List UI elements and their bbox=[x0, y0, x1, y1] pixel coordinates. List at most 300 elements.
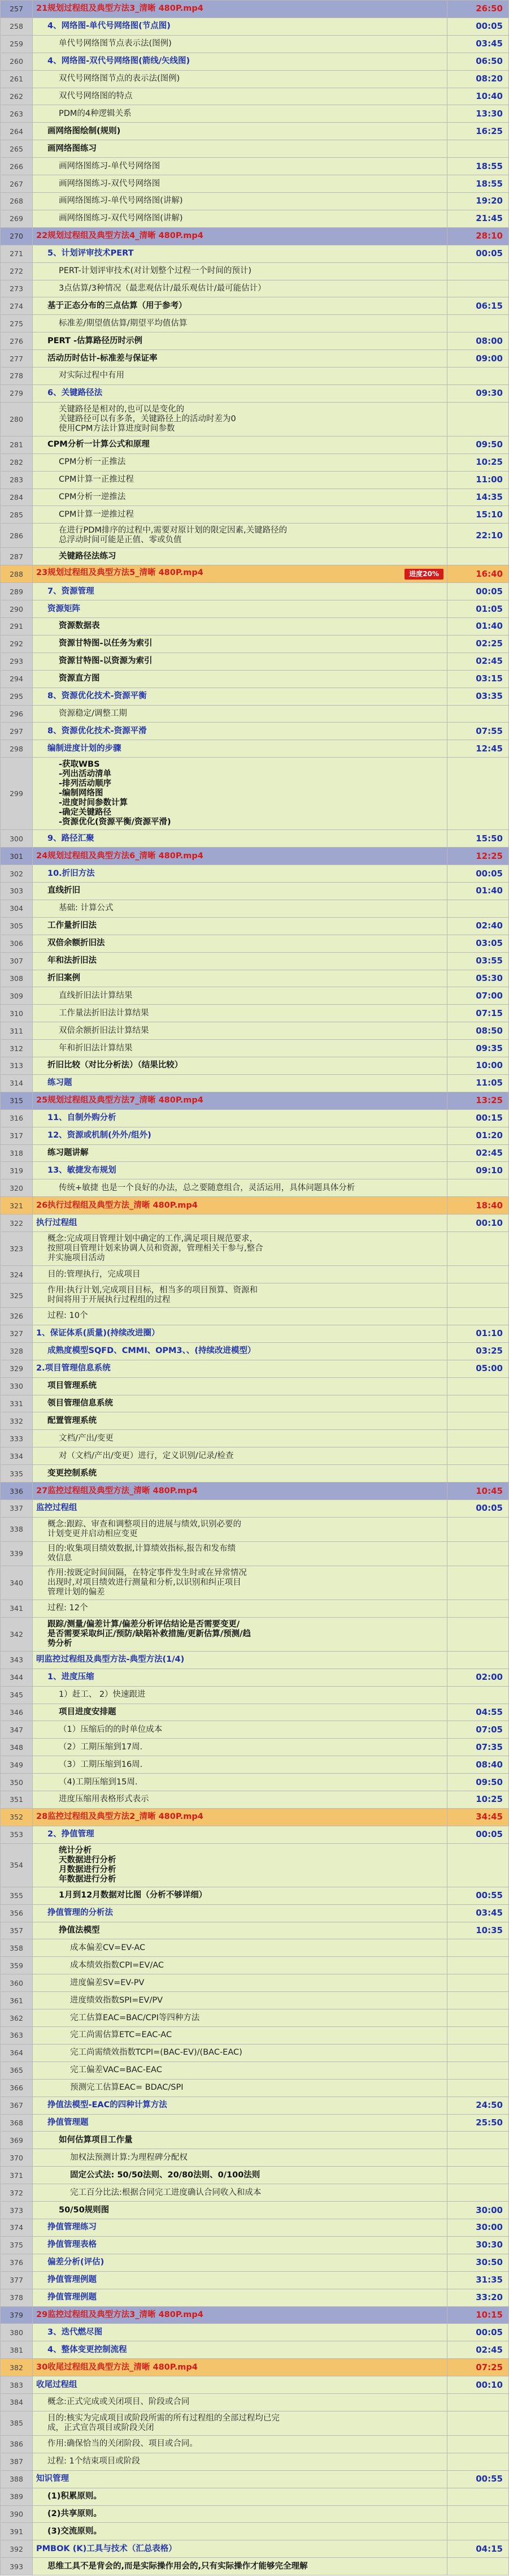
outline-text-cell bbox=[33, 245, 447, 262]
outline-row[interactable] bbox=[1, 210, 509, 227]
timestamp: 02:40 bbox=[447, 917, 509, 935]
timestamp bbox=[447, 2505, 509, 2523]
outline-row[interactable] bbox=[1, 2558, 509, 2575]
topic-text: 挣值管理的分析法 bbox=[47, 1908, 113, 1918]
timestamp bbox=[447, 1266, 509, 1283]
outline-row[interactable] bbox=[1, 830, 509, 848]
timestamp: 02:45 bbox=[447, 652, 509, 670]
outline-row[interactable] bbox=[1, 2254, 509, 2271]
timestamp: 01:10 bbox=[447, 1325, 509, 1342]
topic-text: （4)工期压缩到15周. bbox=[59, 1777, 138, 1787]
outline-row[interactable] bbox=[1, 88, 509, 105]
topic-text: 1、进度压缩 bbox=[47, 1672, 94, 1682]
outline-row[interactable] bbox=[1, 1686, 509, 1704]
topic-text: 资源数据表 bbox=[59, 621, 100, 631]
outline-text-cell bbox=[33, 2271, 447, 2289]
timestamp: 30:50 bbox=[447, 2254, 509, 2271]
timestamp: 10:45 bbox=[447, 1483, 509, 1500]
timestamp bbox=[447, 2184, 509, 2202]
topic-text: -获取WBS -列出活动清单 -排列活动顺序 -编制网络图 -进度时间参数计算 -确定关键路径 -资源优化(资源平衡/资源平滑) bbox=[59, 760, 171, 827]
video-section-row[interactable] bbox=[1, 227, 509, 245]
outline-text-cell bbox=[33, 402, 447, 436]
outline-row[interactable] bbox=[1, 548, 509, 565]
outline-row[interactable] bbox=[1, 2411, 509, 2435]
topic-text: 画网络图练习 bbox=[47, 144, 97, 153]
topic-text: 配置管理系统 bbox=[47, 1416, 97, 1425]
timestamp bbox=[447, 1541, 509, 1566]
row-number: 307 bbox=[1, 952, 33, 970]
outline-text-cell bbox=[33, 2394, 447, 2411]
outline-row[interactable] bbox=[1, 471, 509, 489]
outline-row[interactable] bbox=[1, 670, 509, 688]
row-number: 304 bbox=[1, 900, 33, 917]
outline-text-cell bbox=[33, 2219, 447, 2236]
timestamp bbox=[447, 1412, 509, 1430]
timestamp bbox=[447, 2488, 509, 2505]
timestamp: 28:10 bbox=[447, 227, 509, 245]
outline-row[interactable] bbox=[1, 53, 509, 70]
outline-row[interactable] bbox=[1, 2114, 509, 2132]
timestamp: 04:15 bbox=[447, 2540, 509, 2558]
outline-row[interactable] bbox=[1, 600, 509, 618]
timestamp: 06:50 bbox=[447, 53, 509, 70]
outline-row[interactable] bbox=[1, 2289, 509, 2306]
row-number: 280 bbox=[1, 402, 33, 436]
timestamp: 08:40 bbox=[447, 1756, 509, 1774]
video-section-row[interactable] bbox=[1, 1092, 509, 1109]
timestamp: 04:55 bbox=[447, 1704, 509, 1721]
outline-text-cell bbox=[33, 1499, 447, 1517]
outline-row[interactable] bbox=[1, 280, 509, 297]
outline-text-cell bbox=[33, 1360, 447, 1377]
outline-text-cell bbox=[33, 1974, 447, 1992]
outline-row[interactable] bbox=[1, 1517, 509, 1541]
timestamp bbox=[447, 705, 509, 723]
timestamp: 07:00 bbox=[447, 987, 509, 1005]
topic-text: 进度压缩用表格形式表示 bbox=[59, 1795, 149, 1804]
outline-row[interactable] bbox=[1, 1395, 509, 1412]
video-title: 21规划过程组及典型方法3_清晰 480P.mp4 bbox=[36, 4, 203, 14]
outline-row[interactable] bbox=[1, 987, 509, 1005]
outline-row[interactable] bbox=[1, 2540, 509, 2558]
video-section-row[interactable] bbox=[1, 2306, 509, 2324]
row-number: 273 bbox=[1, 280, 33, 297]
outline-row[interactable] bbox=[1, 758, 509, 830]
outline-row[interactable] bbox=[1, 1704, 509, 1721]
outline-row[interactable] bbox=[1, 1756, 509, 1774]
outline-row[interactable] bbox=[1, 865, 509, 883]
timestamp: 02:00 bbox=[447, 1669, 509, 1686]
outline-row[interactable] bbox=[1, 35, 509, 53]
outline-row[interactable] bbox=[1, 583, 509, 600]
outline-row[interactable] bbox=[1, 618, 509, 636]
topic-text: CPM分析一正推法 bbox=[59, 457, 126, 467]
outline-row[interactable] bbox=[1, 489, 509, 506]
outline-row[interactable] bbox=[1, 740, 509, 758]
outline-row[interactable] bbox=[1, 105, 509, 123]
outline-row[interactable] bbox=[1, 1005, 509, 1022]
timestamp: 09:50 bbox=[447, 436, 509, 453]
outline-row[interactable] bbox=[1, 1600, 509, 1617]
outline-row[interactable] bbox=[1, 175, 509, 193]
outline-row[interactable] bbox=[1, 506, 509, 524]
row-number: 361 bbox=[1, 1992, 33, 2009]
outline-rows bbox=[1, 1, 509, 2575]
outline-row[interactable] bbox=[1, 652, 509, 670]
row-number: 367 bbox=[1, 2097, 33, 2114]
row-number: 334 bbox=[1, 1447, 33, 1465]
outline-row[interactable] bbox=[1, 2044, 509, 2061]
outline-row[interactable] bbox=[1, 384, 509, 402]
row-number: 274 bbox=[1, 297, 33, 315]
row-number: 282 bbox=[1, 453, 33, 471]
video-section-row[interactable] bbox=[1, 565, 509, 583]
outline-row[interactable] bbox=[1, 1541, 509, 1566]
topic-text: 挣值管理练习 bbox=[47, 2223, 97, 2232]
timestamp bbox=[447, 1377, 509, 1395]
outline-row[interactable] bbox=[1, 1774, 509, 1791]
topic-text: 年和法折旧法 bbox=[47, 956, 97, 966]
outline-row[interactable] bbox=[1, 1887, 509, 1904]
outline-row[interactable] bbox=[1, 158, 509, 175]
topic-text: 7、资源管理 bbox=[47, 586, 94, 596]
timestamp bbox=[447, 1179, 509, 1197]
outline-row[interactable] bbox=[1, 688, 509, 705]
outline-row[interactable] bbox=[1, 297, 509, 315]
topic-text: 标准差/期望值估算/期望平均值估算 bbox=[59, 318, 188, 328]
outline-text-cell bbox=[33, 2411, 447, 2435]
outline-row[interactable] bbox=[1, 402, 509, 436]
row-number: 371 bbox=[1, 2167, 33, 2184]
row-number: 379 bbox=[1, 2306, 33, 2324]
topic-text: 3点估算/3种情况（最悲观估计/最乐观估计/最可能估计） bbox=[59, 283, 266, 293]
outline-row[interactable] bbox=[1, 2184, 509, 2202]
topic-text: 目的:核实为完成项目或阶段所需的所有过程组的全部过程均已完 成，正式宣告项目或阶段关闭 bbox=[47, 2413, 280, 2432]
outline-text-cell bbox=[33, 140, 447, 158]
outline-row[interactable] bbox=[1, 436, 509, 453]
outline-row[interactable] bbox=[1, 2027, 509, 2045]
outline-text-cell bbox=[33, 2114, 447, 2132]
topic-text: 完工尚需绩效指数TCPI=(BAC-EV)/(BAC-EAC) bbox=[70, 2048, 242, 2058]
progress-badge: 进度20% bbox=[404, 569, 443, 580]
outline-row[interactable] bbox=[1, 1109, 509, 1127]
outline-row[interactable] bbox=[1, 1957, 509, 1974]
video-section-row[interactable] bbox=[1, 1, 509, 18]
row-number: 312 bbox=[1, 1040, 33, 1057]
outline-row[interactable] bbox=[1, 1144, 509, 1162]
outline-text-cell bbox=[33, 900, 447, 917]
outline-row[interactable] bbox=[1, 140, 509, 158]
row-number: 372 bbox=[1, 2184, 33, 2202]
outline-row[interactable] bbox=[1, 2061, 509, 2079]
outline-row[interactable] bbox=[1, 2453, 509, 2470]
outline-row[interactable] bbox=[1, 70, 509, 88]
outline-row[interactable] bbox=[1, 2079, 509, 2097]
timestamp bbox=[447, 1957, 509, 1974]
outline-text-cell bbox=[33, 453, 447, 471]
topic-text: 50/50规则图 bbox=[59, 2205, 110, 2215]
topic-text: 资源直方图 bbox=[59, 674, 100, 684]
outline-row[interactable] bbox=[1, 1179, 509, 1197]
outline-row[interactable] bbox=[1, 1022, 509, 1040]
outline-row[interactable] bbox=[1, 2167, 509, 2184]
outline-row[interactable] bbox=[1, 723, 509, 740]
outline-row[interactable] bbox=[1, 1308, 509, 1325]
outline-row[interactable] bbox=[1, 1342, 509, 1360]
outline-row[interactable] bbox=[1, 2149, 509, 2167]
outline-row[interactable] bbox=[1, 2341, 509, 2359]
topic-text: CPM分析一计算公式和原理 bbox=[47, 440, 150, 449]
timestamp bbox=[447, 2411, 509, 2435]
outline-row[interactable] bbox=[1, 705, 509, 723]
row-number: 391 bbox=[1, 2523, 33, 2540]
video-title: 29监控过程组及典型方法3_清晰 480P.mp4 bbox=[36, 2310, 203, 2319]
outline-row[interactable] bbox=[1, 2009, 509, 2027]
outline-row[interactable] bbox=[1, 368, 509, 385]
outline-text-cell bbox=[33, 2132, 447, 2149]
outline-text-cell bbox=[33, 1266, 447, 1283]
outline-row[interactable] bbox=[1, 453, 509, 471]
outline-row[interactable] bbox=[1, 1826, 509, 1843]
outline-row[interactable] bbox=[1, 1162, 509, 1179]
outline-row[interactable] bbox=[1, 2394, 509, 2411]
row-number: 288 bbox=[1, 565, 33, 583]
outline-row[interactable] bbox=[1, 2376, 509, 2394]
outline-row[interactable] bbox=[1, 1922, 509, 1939]
timestamp: 00:55 bbox=[447, 1887, 509, 1904]
timestamp: 01:20 bbox=[447, 1127, 509, 1144]
topic-text: 对（文档/产出/变更）进行，定义识别/记录/检查 bbox=[59, 1451, 234, 1460]
timestamp: 02:45 bbox=[447, 2341, 509, 2359]
outline-row[interactable] bbox=[1, 1057, 509, 1075]
topic-text: 概念:完成项目管理计划中确定的工作,满足项目规范要求， 按照项目管理计划来协调人员和资源，管理相关干参与,整合 并实施项目活动 bbox=[47, 1234, 263, 1263]
outline-row[interactable] bbox=[1, 1232, 509, 1266]
topic-text: 5、计划评审技术PERT bbox=[47, 249, 134, 258]
row-number: 330 bbox=[1, 1377, 33, 1395]
outline-row[interactable] bbox=[1, 315, 509, 332]
topic-text: 挣值管理题 bbox=[47, 2117, 89, 2127]
row-number: 293 bbox=[1, 652, 33, 670]
outline-row[interactable] bbox=[1, 1939, 509, 1957]
outline-text-cell bbox=[33, 1617, 447, 1651]
row-number: 393 bbox=[1, 2558, 33, 2575]
outline-row[interactable] bbox=[1, 2132, 509, 2149]
row-number: 281 bbox=[1, 436, 33, 453]
row-number: 317 bbox=[1, 1127, 33, 1144]
outline-row[interactable] bbox=[1, 1283, 509, 1308]
outline-text-cell bbox=[33, 740, 447, 758]
outline-text-cell bbox=[33, 1040, 447, 1057]
outline-text-cell bbox=[33, 1756, 447, 1774]
outline-text-cell bbox=[33, 2097, 447, 2114]
topic-text: 思维工具不是背会的,而是实际操作用会的,只有实际操作才能够完全理解 bbox=[47, 2561, 308, 2571]
outline-row[interactable] bbox=[1, 245, 509, 262]
row-number: 356 bbox=[1, 1904, 33, 1922]
outline-row[interactable] bbox=[1, 1325, 509, 1342]
outline-row[interactable] bbox=[1, 1974, 509, 1992]
outline-row[interactable] bbox=[1, 350, 509, 368]
video-section-row[interactable] bbox=[1, 1483, 509, 1500]
topic-text: 在进行PDM排序的过程中,需要对原计划的限定因素,关键路径的 总浮动时间可能是正值、零或负值 bbox=[59, 526, 288, 545]
outline-row[interactable] bbox=[1, 882, 509, 900]
outline-row[interactable] bbox=[1, 1040, 509, 1057]
outline-text-cell bbox=[33, 882, 447, 900]
outline-row[interactable] bbox=[1, 2202, 509, 2219]
topic-text: 12、资源或机制(外外/组外) bbox=[47, 1131, 151, 1140]
outline-row[interactable] bbox=[1, 1412, 509, 1430]
outline-row[interactable] bbox=[1, 1074, 509, 1092]
timestamp: 30:00 bbox=[447, 2219, 509, 2236]
topic-text: 项目进度安排题 bbox=[59, 1707, 116, 1717]
outline-row[interactable] bbox=[1, 900, 509, 917]
outline-row[interactable] bbox=[1, 1127, 509, 1144]
outline-row[interactable] bbox=[1, 1843, 509, 1887]
timestamp: 09:30 bbox=[447, 384, 509, 402]
row-number: 341 bbox=[1, 1600, 33, 1617]
outline-row[interactable] bbox=[1, 2523, 509, 2540]
outline-text-cell bbox=[33, 262, 447, 280]
outline-row[interactable] bbox=[1, 2488, 509, 2505]
outline-row[interactable] bbox=[1, 1739, 509, 1756]
outline-text-cell bbox=[33, 2435, 447, 2453]
outline-text-cell bbox=[33, 210, 447, 227]
outline-row[interactable] bbox=[1, 1430, 509, 1447]
video-section-row[interactable] bbox=[1, 848, 509, 865]
outline-text-cell bbox=[33, 1600, 447, 1617]
outline-text-cell bbox=[33, 35, 447, 53]
topic-text: 练习题讲解 bbox=[47, 1148, 89, 1158]
outline-row[interactable] bbox=[1, 123, 509, 140]
topic-text: PERT -估算路径历时示例 bbox=[47, 336, 143, 345]
outline-row[interactable] bbox=[1, 192, 509, 210]
outline-row[interactable] bbox=[1, 935, 509, 952]
topic-text: 练习题 bbox=[47, 1078, 72, 1088]
outline-row[interactable] bbox=[1, 1669, 509, 1686]
outline-row[interactable] bbox=[1, 2324, 509, 2341]
row-number: 378 bbox=[1, 2289, 33, 2306]
outline-text-cell bbox=[33, 2289, 447, 2306]
outline-row[interactable] bbox=[1, 332, 509, 350]
outline-row[interactable] bbox=[1, 1266, 509, 1283]
timestamp: 13:25 bbox=[447, 1092, 509, 1109]
outline-text-cell bbox=[33, 1197, 447, 1214]
row-number: 272 bbox=[1, 262, 33, 280]
outline-row[interactable] bbox=[1, 1992, 509, 2009]
row-number: 275 bbox=[1, 315, 33, 332]
timestamp bbox=[447, 1283, 509, 1308]
topic-text: 活动历时估计-标准差与保证率 bbox=[47, 353, 158, 363]
row-number: 319 bbox=[1, 1162, 33, 1179]
row-number: 380 bbox=[1, 2324, 33, 2341]
timestamp: 10:00 bbox=[447, 1057, 509, 1075]
outline-row[interactable] bbox=[1, 1721, 509, 1739]
outline-row[interactable] bbox=[1, 952, 509, 970]
outline-row[interactable] bbox=[1, 2219, 509, 2236]
outline-text-cell bbox=[33, 688, 447, 705]
outline-row[interactable] bbox=[1, 1360, 509, 1377]
outline-text-cell bbox=[33, 2341, 447, 2359]
timestamp: 00:05 bbox=[447, 865, 509, 883]
topic-text: 3、迭代燃尽图 bbox=[47, 2327, 103, 2337]
timestamp: 25:50 bbox=[447, 2114, 509, 2132]
topic-text: 8、资源优化技术-资源平滑 bbox=[47, 726, 147, 736]
outline-row[interactable] bbox=[1, 18, 509, 35]
topic-text: 11、自制外购分析 bbox=[47, 1113, 116, 1123]
outline-row[interactable] bbox=[1, 1214, 509, 1232]
outline-text-cell bbox=[33, 1904, 447, 1922]
row-number: 285 bbox=[1, 506, 33, 524]
outline-row[interactable] bbox=[1, 262, 509, 280]
outline-row[interactable] bbox=[1, 1465, 509, 1483]
outline-text-cell bbox=[33, 2254, 447, 2271]
row-number: 339 bbox=[1, 1541, 33, 1566]
row-number: 343 bbox=[1, 1651, 33, 1669]
row-number: 314 bbox=[1, 1074, 33, 1092]
outline-text-cell bbox=[33, 987, 447, 1005]
topic-text: 对实际过程中有用 bbox=[59, 371, 124, 381]
outline-row[interactable] bbox=[1, 1499, 509, 1517]
outline-text-cell bbox=[33, 1704, 447, 1721]
row-number: 278 bbox=[1, 368, 33, 385]
outline-text-cell bbox=[33, 1939, 447, 1957]
outline-row[interactable] bbox=[1, 1447, 509, 1465]
outline-row[interactable] bbox=[1, 1791, 509, 1809]
outline-row[interactable] bbox=[1, 524, 509, 548]
outline-row[interactable] bbox=[1, 1651, 509, 1669]
timestamp: 07:05 bbox=[447, 1721, 509, 1739]
outline-text-cell bbox=[33, 227, 447, 245]
timestamp bbox=[447, 368, 509, 385]
outline-row[interactable] bbox=[1, 635, 509, 652]
timestamp: 03:55 bbox=[447, 952, 509, 970]
topic-text: 目的:收集项目绩效数据,计算绩效指标,报告和发布绩 效信息 bbox=[47, 1544, 236, 1563]
topic-text: 概念:跟踪、审查和调整项目的进展与绩效,识别必要的 计划变更并启动相应变更 bbox=[47, 1519, 241, 1538]
row-number: 327 bbox=[1, 1325, 33, 1342]
outline-text-cell bbox=[33, 1430, 447, 1447]
outline-text-cell bbox=[33, 2505, 447, 2523]
outline-row[interactable] bbox=[1, 2470, 509, 2488]
outline-row[interactable] bbox=[1, 2271, 509, 2289]
row-number: 349 bbox=[1, 1756, 33, 1774]
topic-text: 跟踪/测量/偏差计算/偏差分析评估结论是否需要变更/ 是否需要采取纠正/预防/缺陷补救措施/更新估算/预测/趋 势分析 bbox=[47, 1619, 251, 1648]
outline-text-cell bbox=[33, 1774, 447, 1791]
row-number: 389 bbox=[1, 2488, 33, 2505]
outline-row[interactable] bbox=[1, 1904, 509, 1922]
outline-row[interactable] bbox=[1, 970, 509, 987]
outline-text-cell bbox=[33, 2523, 447, 2540]
outline-row[interactable] bbox=[1, 2435, 509, 2453]
topic-text: 完工尚需估算ETC=EAC-AC bbox=[70, 2030, 172, 2040]
outline-row[interactable] bbox=[1, 1617, 509, 1651]
outline-text-cell bbox=[33, 1325, 447, 1342]
topic-text: 折旧比较（对比分析法）（结果比较） bbox=[47, 1061, 183, 1070]
outline-row[interactable] bbox=[1, 1566, 509, 1600]
topic-text: 成熟度模型SQFD、CMMI、OPM3、、(持续改进模型） bbox=[47, 1346, 256, 1356]
timestamp: 00:05 bbox=[447, 1826, 509, 1843]
outline-text-cell bbox=[33, 192, 447, 210]
video-section-row[interactable] bbox=[1, 1808, 509, 1826]
video-section-row[interactable] bbox=[1, 1197, 509, 1214]
outline-row[interactable] bbox=[1, 917, 509, 935]
outline-row[interactable] bbox=[1, 2097, 509, 2114]
outline-text-cell bbox=[33, 2306, 447, 2324]
outline-text-cell bbox=[33, 18, 447, 35]
outline-row[interactable] bbox=[1, 2505, 509, 2523]
outline-row[interactable] bbox=[1, 1377, 509, 1395]
row-number: 316 bbox=[1, 1109, 33, 1127]
video-section-row[interactable] bbox=[1, 2359, 509, 2376]
outline-row[interactable] bbox=[1, 2236, 509, 2254]
